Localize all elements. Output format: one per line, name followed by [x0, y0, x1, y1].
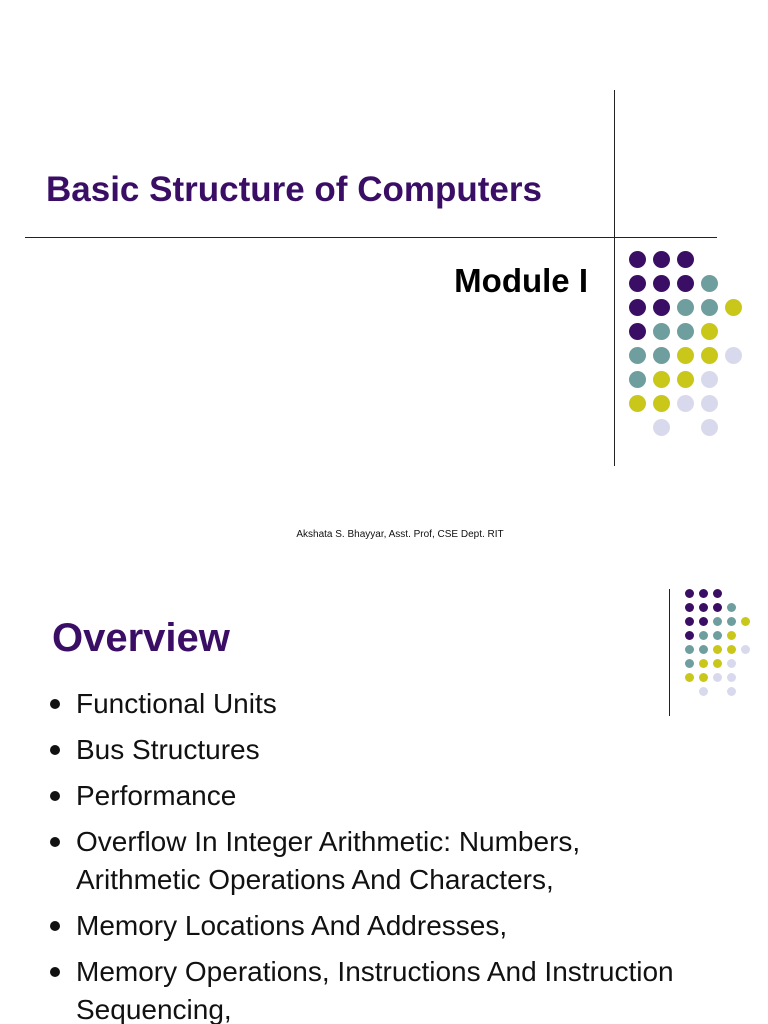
decorative-dot — [685, 617, 694, 626]
decorative-dot — [713, 645, 722, 654]
decorative-dot — [699, 589, 708, 598]
decorative-dot — [629, 251, 646, 268]
decorative-dot — [685, 645, 694, 654]
overview-slide — [0, 565, 768, 1024]
decorative-dot — [629, 299, 646, 316]
decorative-dot — [701, 323, 718, 340]
decorative-dot — [653, 275, 670, 292]
decorative-dot — [727, 645, 736, 654]
decorative-dot — [701, 347, 718, 364]
bullet-text: Functional Units — [76, 688, 277, 719]
bullet-item — [48, 731, 688, 769]
decorative-dot — [701, 371, 718, 388]
decorative-dot — [629, 347, 646, 364]
bullet-item — [48, 823, 688, 899]
decorative-dot — [677, 371, 694, 388]
decorative-dot — [677, 395, 694, 412]
decorative-dot — [685, 659, 694, 668]
decorative-dot — [701, 419, 718, 436]
bullet-icon — [50, 837, 60, 847]
decorative-dot — [741, 617, 750, 626]
decorative-dot — [699, 631, 708, 640]
decorative-dot — [727, 617, 736, 626]
decorative-dot — [713, 659, 722, 668]
decorative-dot — [653, 347, 670, 364]
bullet-icon — [50, 967, 60, 977]
decorative-dot — [653, 299, 670, 316]
decorative-dot — [677, 275, 694, 292]
decorative-dot — [653, 395, 670, 412]
bullet-text: Memory Operations, Instructions And Instruction Sequencing, — [76, 956, 674, 1024]
decorative-dot — [699, 659, 708, 668]
bullet-text: Overflow In Integer Arithmetic: Numbers, Arithmetic Operations And Characters, — [76, 826, 581, 895]
bullet-item — [48, 685, 688, 723]
slide-title: Overview — [52, 616, 230, 660]
decorative-dot — [653, 251, 670, 268]
slide-subtitle: Module I — [454, 262, 588, 299]
decorative-dot — [725, 299, 742, 316]
decorative-dot — [713, 673, 722, 682]
decorative-dot — [741, 645, 750, 654]
decorative-dot — [677, 347, 694, 364]
bullet-icon — [50, 699, 60, 709]
decorative-dot — [699, 617, 708, 626]
bullet-text: Memory Locations And Addresses, — [76, 910, 508, 941]
decorative-dot — [685, 673, 694, 682]
decorative-dot — [713, 631, 722, 640]
decorative-dot — [685, 603, 694, 612]
decorative-dot — [701, 275, 718, 292]
decorative-dot — [629, 371, 646, 388]
bullet-icon — [50, 921, 60, 931]
slide-footer: Akshata S. Bhayyar, Asst. Prof, CSE Dept. RIT — [296, 529, 504, 540]
decorative-dot — [713, 589, 722, 598]
decorative-dot — [699, 687, 708, 696]
decorative-dot — [677, 299, 694, 316]
decorative-dot — [685, 631, 694, 640]
decorative-dot — [727, 673, 736, 682]
decorative-dot — [701, 395, 718, 412]
bullet-icon — [50, 791, 60, 801]
decorative-dot — [653, 371, 670, 388]
bullet-item — [48, 907, 688, 945]
decorative-dot — [699, 645, 708, 654]
decorative-dot — [713, 617, 722, 626]
decorative-dot — [653, 323, 670, 340]
decorative-dot — [699, 673, 708, 682]
decorative-dot — [727, 659, 736, 668]
decorative-dot — [701, 299, 718, 316]
bullet-text: Bus Structures — [76, 734, 260, 765]
decorative-dot — [699, 603, 708, 612]
bullet-text: Performance — [76, 780, 237, 811]
decorative-dot — [629, 395, 646, 412]
bullet-item — [48, 777, 688, 815]
decorative-dot — [727, 687, 736, 696]
bullet-item — [48, 953, 688, 1024]
slide-title: Basic Structure of Computers — [46, 170, 542, 209]
decorative-dot — [677, 251, 694, 268]
decorative-dot — [727, 631, 736, 640]
decorative-dot — [677, 323, 694, 340]
decorative-dot — [629, 323, 646, 340]
decorative-dot — [629, 275, 646, 292]
decorative-dot — [685, 589, 694, 598]
decorative-dot — [713, 603, 722, 612]
decorative-dot — [727, 603, 736, 612]
bullet-list — [48, 685, 688, 1024]
bullet-icon — [50, 745, 60, 755]
decorative-dot — [725, 347, 742, 364]
decorative-dot — [653, 419, 670, 436]
